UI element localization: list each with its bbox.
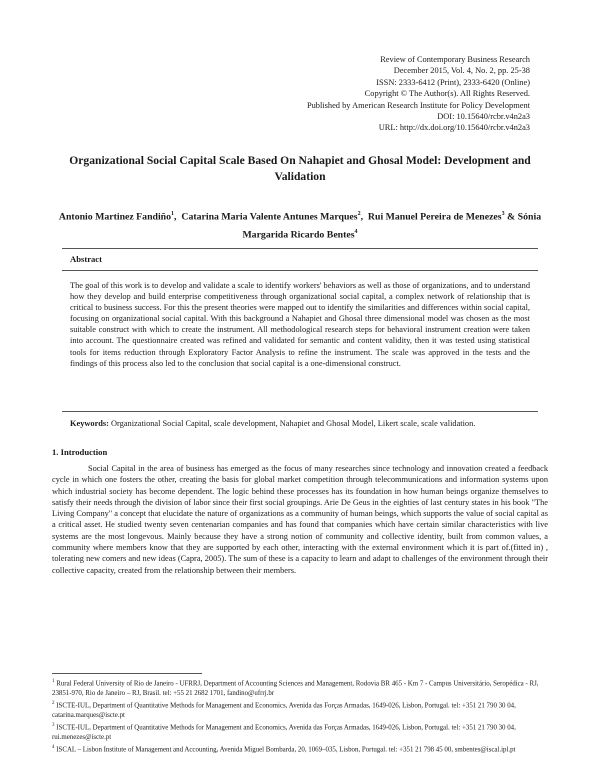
keywords-text: Organizational Social Capital, scale development, Nahapiet and Ghosal Model, Likert scale, scale validation. — [111, 419, 476, 428]
footnote — [52, 743, 550, 755]
journal-issue: December 2015, Vol. 4, No. 2, pp. 25-38 — [393, 66, 530, 76]
author-mark: 3 — [501, 211, 505, 217]
abstract-top-rule — [62, 248, 538, 249]
footnotes — [52, 677, 550, 756]
journal-issn: ISSN: 2333-6412 (Print), 2333-6420 (Online) — [376, 77, 530, 87]
journal-publisher: Published by American Research Institute for Policy Development — [306, 100, 530, 110]
abstract-heading: Abstract — [70, 254, 102, 264]
author-name: Antonio Martinez Fandiño — [58, 211, 172, 223]
footnote-text: Rural Federal University of Rio de Janeiro - UFRRJ, Department of Accounting Sciences and Management, Rodovia BR 465 - Km 7 - Campus Universitário, Seropédica - RJ, 23851-970, Rio de Janeiro – RJ, Brasil. tel: +55 21 2682 1701, fandino@ufrrj.br — [52, 680, 539, 698]
footnote-mark: 1 — [52, 679, 55, 684]
journal-doi[interactable]: DOI: 10.15640/rcbr.v4n2a3 — [437, 112, 530, 122]
author-mark: 2 — [357, 211, 361, 217]
author-name: Rui Manuel Pereira de Menezes — [367, 211, 502, 223]
footnote-mark: 2 — [52, 701, 55, 707]
footnote — [52, 677, 550, 699]
footnote — [52, 699, 550, 721]
section-heading: 1. Introduction — [52, 447, 108, 457]
keywords — [70, 418, 530, 429]
footnote-rule — [52, 673, 202, 674]
footnote-mark: 3 — [52, 723, 55, 729]
journal-copyright: Copyright © The Author(s). All Rights Reserved. — [364, 89, 530, 99]
journal-url[interactable]: URL: http://dx.doi.org/10.15640/rcbr.v4n2a3 — [378, 123, 530, 133]
abstract-text: The goal of this work is to develop and validate a scale to identify workers' behaviors as well as those of organizations, and to understand how they develop and build enterprise competitiveness through organizational social capital, a complex network of relationship that is critical to business success. For this the present theories were mapped out to identify the similarities and differences within social capital, focusing on organizational social capital. With this background a Nahapiet and Ghosal three dimensional model was chosen as the most suitable construct with which to create the instrument. All methodological research steps for behavioral instrument creation were taken into account. The questionnaire created was refined and validated for semantic and content validity, then it was tested using statistical tools for items reduction through Exploratory Factor Analysis to refine the instrument. The scale was approved in the tests and the findings of this process also led to the conclusion that social capital is a one-dimensional construct. — [70, 281, 530, 368]
keywords-label: Keywords: — [70, 419, 109, 428]
journal-header — [307, 54, 530, 134]
footnote-mark: 4 — [52, 745, 55, 751]
journal-name: Review of Contemporary Business Research — [380, 55, 530, 64]
footnote-text: ISCTE-IUL, Department of Quantitative Methods for Management and Economics, Avenida das Forças Armadas, 1649-026, Lisbon, Portugal. tel: +351 21 790 30 04, rui.menezes@iscte.pt — [52, 724, 516, 742]
author-name: Catarina Maria Valente Antunes Marques — [181, 211, 358, 223]
abstract-bottom-rule — [62, 411, 538, 412]
introduction-text: Social Capital in the area of business has emerged as the focus of many researches since technology and innovation created a feedback cycle in which one fosters the other, creating the basis for global market competition through telecommunications and information systems upon which industrial society has become dependent. The logic behind these processes has its foundation in how human beings organize themselves to satisfy their needs through the division of labor since their first social groupings. Arie De Geus in the eighties of last century states in his book "The Living Company" a concept that elucidate the nature of organizations as a community of human beings, which supports the value of social capital as a critical asset. He studied twenty seven centenarian companies and has found that companies which have certain similar characteristics with live systems are the most longevous. Mainly because they have a strong notion of community and collective identity, built from common values, a community where members know that they are supported by each other, interacting with the external environment which it is part of.(fitted in) , tolerating new comers and new ideas (Capra, 2005). The sum of these is a capacity to learn and adapt to challenges of the environment through their collective capacity, created from the relationship between their members. — [52, 464, 548, 575]
author-list: Antonio Martinez Fandiño$^1$, Catarina Maria Valente Antunes Marques$^2$, Rui Manuel Pereira de Menezes$^3$ & Sónia Margarida Ricardo Bentes$^4$ — [58, 211, 542, 241]
abstract-heading-rule — [62, 270, 538, 271]
footnote-text: ISCTE-IUL, Department of Quantitative Methods for Management and Economics, Avenida das Forças Armadas, 1649-026, Lisbon, Portugal. tel: +351 21 790 30 04, catarina.marques@iscte.pt — [52, 702, 516, 720]
paper-title: Organizational Social Capital Scale Based On Nahapiet and Ghosal Model: Development and Validation — [69, 154, 531, 183]
footnote — [52, 721, 550, 743]
author-name: Sónia Margarida Ricardo Bentes — [242, 211, 542, 241]
author-mark: 4 — [354, 228, 358, 235]
author-mark: 1 — [171, 211, 175, 217]
footnote-text: ISCAL – Lisbon Institute of Management and Accounting, Avenida Miguel Bombarda, 20, 1069–035, Lisbon, Portugal. tel: +351 21 798 45 00, smbentes@iscal.ipl.pt — [56, 746, 516, 754]
